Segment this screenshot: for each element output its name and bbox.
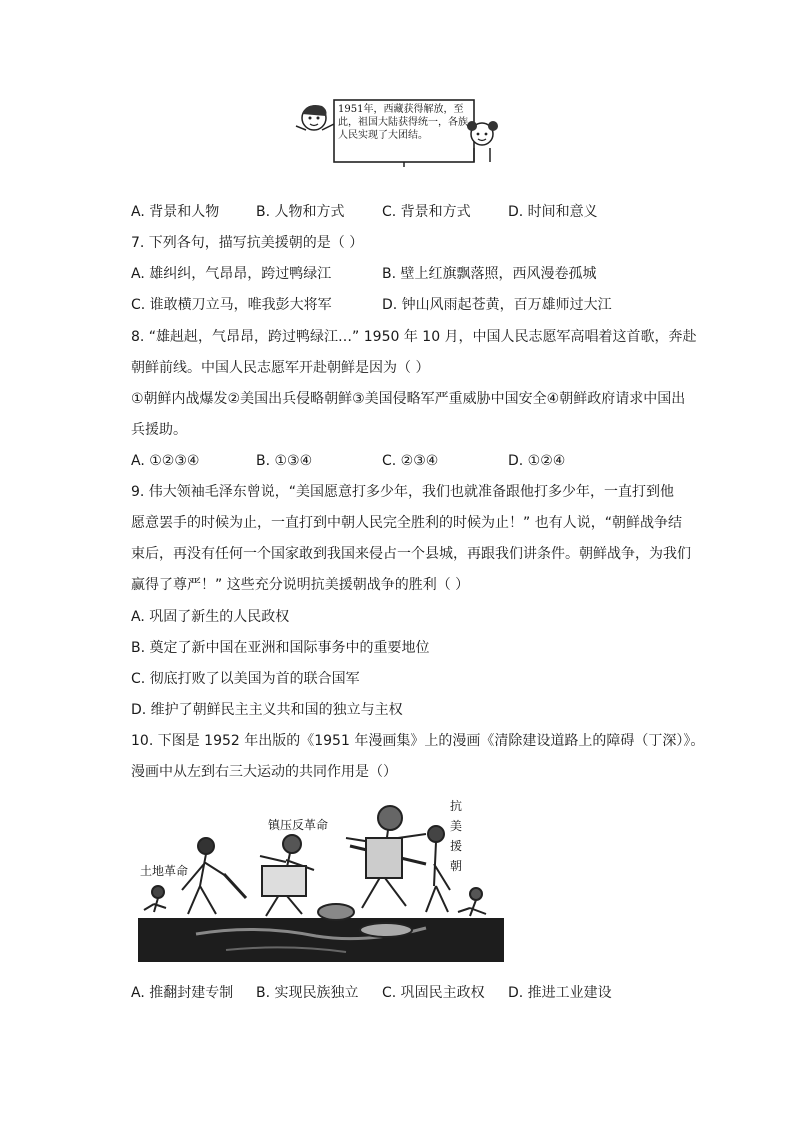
q9-option-a[interactable]: A. 巩固了新生的人民政权 <box>131 609 290 625</box>
q8-items-line-2: 兵援助。 <box>131 422 187 438</box>
q6-option-a[interactable]: A. 背景和人物 <box>131 204 220 220</box>
q7-option-b[interactable]: B. 壁上红旗飘落照，西风漫卷孤城 <box>382 266 597 282</box>
q9-stem-line-4: 赢得了尊严！” 这些充分说明抗美援朝战争的胜利（ ） <box>131 577 470 593</box>
q9-option-c[interactable]: C. 彻底打败了以美国为首的联合国军 <box>131 671 360 687</box>
q10-stem-line-1: 10. 下图是 1952 年出版的《1951 年漫画集》上的漫画《清除建设道路上的障碍（丁深）》。 <box>131 733 705 749</box>
q8-option-c[interactable]: C. ②③④ <box>382 453 439 469</box>
tibet-cartoon-caption: 1951年，西藏获得解放，至此，祖国大陆获得统一，各族人民实现了大团结。 <box>338 104 468 141</box>
q7-option-a[interactable]: A. 雄纠纠，气昂昂，跨过鸭绿江 <box>131 266 332 282</box>
q7-option-d[interactable]: D. 钟山风雨起苍黄，百万雄师过大江 <box>382 297 612 313</box>
q9-stem-line-3: 束后，再没有任何一个国家敢到我国来侵占一个县城，再跟我们讲条件。朝鲜战争，为我们 <box>131 546 691 562</box>
land-reform-label: 土地革命 <box>140 864 189 878</box>
resist-america-char-4: 朝 <box>450 859 463 873</box>
q6-option-d[interactable]: D. 时间和意义 <box>508 204 598 220</box>
q8-stem-line-1: 8. “雄赳赳，气昂昂，跨过鸭绿江…” 1950 年 10 月，中国人民志愿军高唱着这首歌，奔赴 <box>131 329 697 345</box>
q7-option-c[interactable]: C. 谁敢横刀立马，唯我彭大将军 <box>131 297 332 313</box>
q9-stem-line-1: 9. 伟大领袖毛泽东曾说，“美国愿意打多少年，我们也就准备跟他打多少年，一直打到他 <box>131 484 675 500</box>
three-campaigns-cartoon <box>136 794 514 966</box>
q10-stem-line-2: 漫画中从左到右三大运动的共同作用是（） <box>131 764 397 780</box>
q9-option-d[interactable]: D. 维护了朝鲜民主主义共和国的独立与主权 <box>131 702 403 718</box>
resist-america-char-2: 美 <box>450 819 463 833</box>
q8-option-a[interactable]: A. ①②③④ <box>131 453 200 469</box>
resist-america-char-1: 抗 <box>450 799 463 813</box>
q9-stem-line-2: 愿意罢手的时候为止，一直打到中朝人民完全胜利的时候为止！” 也有人说，“朝鲜战争结 <box>131 515 682 531</box>
tibet-cartoon <box>292 96 500 168</box>
q8-stem-line-2: 朝鲜前线。中国人民志愿军开赴朝鲜是因为（ ） <box>131 360 430 376</box>
q10-option-c[interactable]: C. 巩固民主政权 <box>382 985 485 1001</box>
q6-option-c[interactable]: C. 背景和方式 <box>382 204 471 220</box>
q8-items-line-1: ①朝鲜内战爆发②美国出兵侵略朝鲜③美国侵略军严重威胁中国安全④朝鲜政府请求中国出 <box>131 391 686 407</box>
q10-option-b[interactable]: B. 实现民族独立 <box>256 985 359 1001</box>
resist-america-char-3: 援 <box>450 839 463 853</box>
q8-option-d[interactable]: D. ①②④ <box>508 453 566 469</box>
q7-stem: 7. 下列各句，描写抗美援朝的是（ ） <box>131 235 364 251</box>
q6-option-b[interactable]: B. 人物和方式 <box>256 204 345 220</box>
q10-option-d[interactable]: D. 推进工业建设 <box>508 985 612 1001</box>
suppress-counterrevolution-label: 镇压反革命 <box>268 818 329 832</box>
resist-america-label <box>450 796 464 876</box>
q10-option-a[interactable]: A. 推翻封建专制 <box>131 985 234 1001</box>
q8-option-b[interactable]: B. ①③④ <box>256 453 313 469</box>
q9-option-b[interactable]: B. 奠定了新中国在亚洲和国际事务中的重要地位 <box>131 640 430 656</box>
